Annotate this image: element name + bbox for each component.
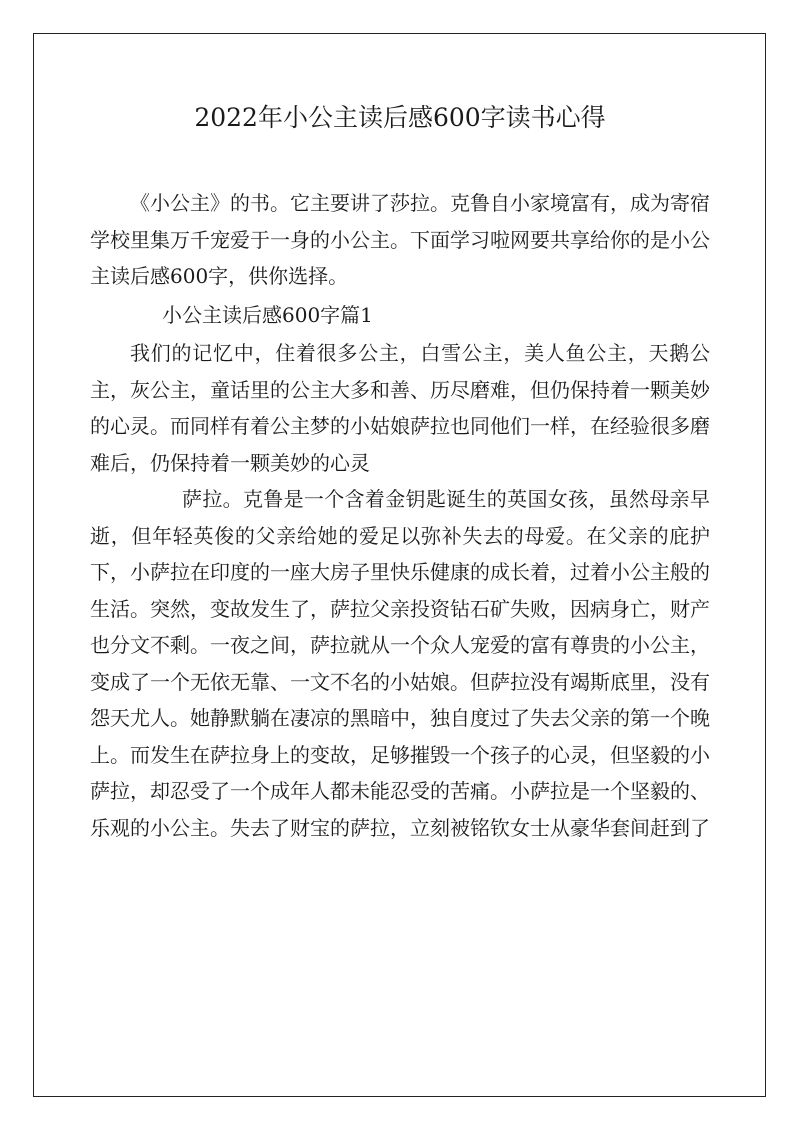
intro-paragraph: 《小公主》的书。它主要讲了莎拉。克鲁自小家境富有，成为寄宿学校里集万千宠爱于一身的小公主。下面学习啦网要共享给你的是小公主读后感600字，供你选择。 [90, 191, 710, 288]
body-paragraph: 萨拉。克鲁是一个含着金钥匙诞生的英国女孩，虽然母亲早逝，但年轻英俊的父亲给她的爱足以弥补失去的母爱。在父亲的庇护下，小萨拉在印度的一座大房子里快乐健康的成长着，过着小公主般的生活。突然，变故发生了，萨拉父亲投资钻石矿失败，因病身亡，财产也分文不剩。一夜之间，萨拉就从一个众人宠爱的富有尊贵的小公主，变成了一个无依无靠、一文不名的小姑娘。但萨拉没有竭斯底里，没有怨天尤人。她静默躺在凄凉的黑暗中，独自度过了失去父亲的第一个晚上。而发生在萨拉身上的变故，足够摧毁一个孩子的心灵，但坚毅的小萨拉，却忍受了一个成年人都未能忍受的苦痛。小萨拉是一个坚毅的、乐观的小公主。失去了财宝的萨拉，立刻被铭钦女士从豪华套间赶到了 [90, 487, 710, 840]
document-title: 2022年小公主读后感600字读书心得 [194, 103, 606, 132]
document-content [90, 100, 710, 840]
body-paragraph: 我们的记忆中，住着很多公主，白雪公主，美人鱼公主，天鹅公主，灰公主，童话里的公主大多和善、历尽磨难，但仍保持着一颗美妙的心灵。而同样有着公主梦的小姑娘萨拉也同他们一样，在经验很多磨难后，仍保持着一颗美妙的心灵 [90, 341, 710, 475]
section-heading: 小公主读后感600字篇1 [162, 302, 373, 327]
document-body [90, 185, 710, 846]
